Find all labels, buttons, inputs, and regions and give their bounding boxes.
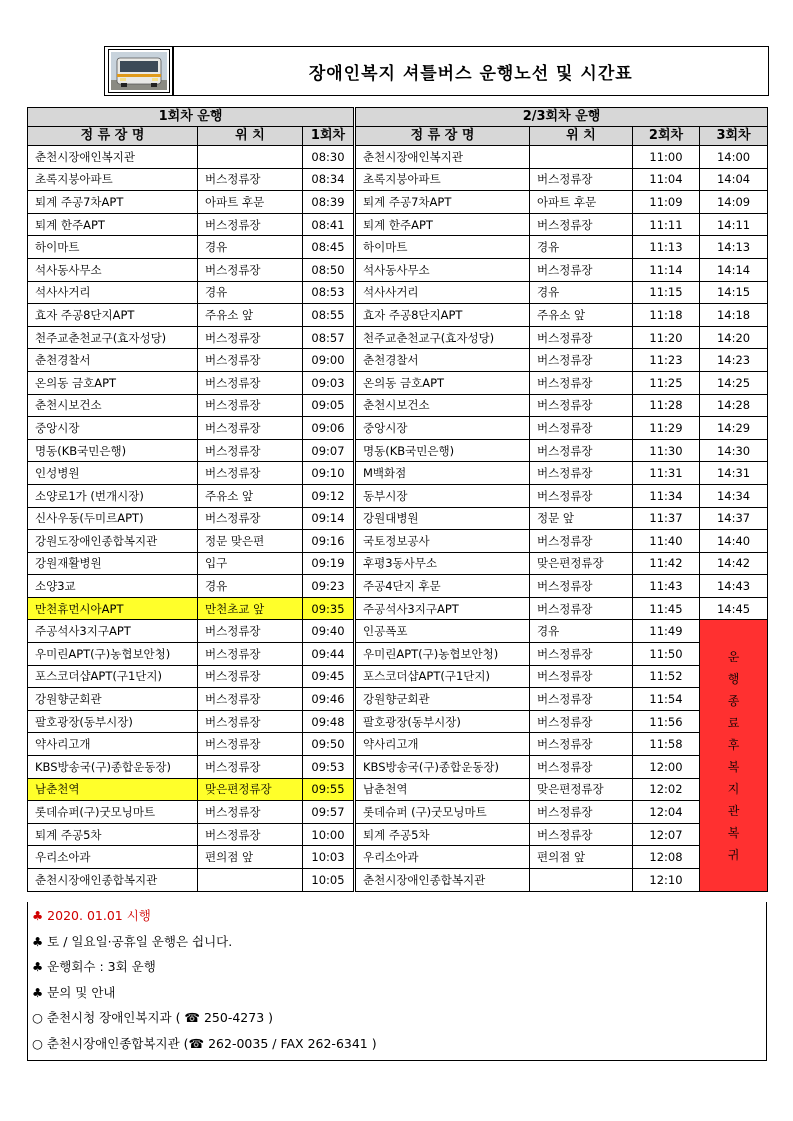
table-row: [28, 620, 768, 643]
left-stop-location: 버스정류장: [198, 213, 303, 236]
right-stop-location: 버스정류장: [530, 575, 633, 598]
table-row: [28, 258, 768, 281]
left-stop-location: 버스정류장: [198, 417, 303, 440]
round3-time: 14:31: [700, 462, 768, 485]
right-stop-location: 버스정류장: [530, 439, 633, 462]
round3-time: 14:40: [700, 530, 768, 553]
left-stop-name: 포스코더샵APT(구1단지): [28, 665, 198, 688]
service-end-note: 운행종료후복지관복귀: [727, 649, 740, 862]
round1-time: 10:03: [303, 846, 355, 869]
round1-time: 09:35: [303, 597, 355, 620]
round1-time: 09:57: [303, 801, 355, 824]
table-row: [28, 191, 768, 214]
note-text: ♣ 2020. 01.01 시행: [32, 908, 151, 923]
right-stop-location: 버스정류장: [530, 530, 633, 553]
left-stop-location: 버스정류장: [198, 439, 303, 462]
round3-time: 14:04: [700, 168, 768, 191]
round1-time: 08:41: [303, 213, 355, 236]
table-row: [28, 643, 768, 666]
left-stop-location: 버스정류장: [198, 258, 303, 281]
left-stop-location: 버스정류장: [198, 462, 303, 485]
table-row: [28, 530, 768, 553]
table-row: [28, 801, 768, 824]
round2-time: 11:56: [633, 710, 700, 733]
left-stop-location: 주유소 앞: [198, 484, 303, 507]
round2-time: 11:52: [633, 665, 700, 688]
round1-time: 09:45: [303, 665, 355, 688]
right-stop-location: 버스정류장: [530, 462, 633, 485]
round2-time: 11:25: [633, 371, 700, 394]
table-row: [28, 846, 768, 869]
right-stop-location: 버스정류장: [530, 349, 633, 372]
round1-time: 08:39: [303, 191, 355, 214]
left-stop-location: 맞은편정류장: [198, 778, 303, 801]
left-stop-name: 소양로1가 (번개시장): [28, 484, 198, 507]
left-stop-name: 춘천시보건소: [28, 394, 198, 417]
table-row: [28, 688, 768, 711]
left-stop-name: 석사사거리: [28, 281, 198, 304]
left-stop-name: 춘천경찰서: [28, 349, 198, 372]
table-row: [28, 575, 768, 598]
right-stop-location: 버스정류장: [530, 733, 633, 756]
round2-time: 11:15: [633, 281, 700, 304]
right-stop-location: 버스정류장: [530, 213, 633, 236]
round1-time: 09:16: [303, 530, 355, 553]
right-stop-location: 편의점 앞: [530, 846, 633, 869]
right-stop-name: 천주교춘천교구(효자성당): [355, 326, 530, 349]
round3-time: 14:30: [700, 439, 768, 462]
right-stop-name: 춘천경찰서: [355, 349, 530, 372]
round1-time: 09:19: [303, 552, 355, 575]
left-stop-name: 강원도장애인종합복지관: [28, 530, 198, 553]
right-stop-name: M백화점: [355, 462, 530, 485]
table-row: [28, 394, 768, 417]
table-row: [28, 326, 768, 349]
left-stop-location: 버스정류장: [198, 326, 303, 349]
round1-time: 09:53: [303, 756, 355, 779]
left-stop-name: 퇴계 주공5차: [28, 823, 198, 846]
round2-time: 11:23: [633, 349, 700, 372]
column-header-row: [28, 127, 768, 146]
right-stop-location: 경유: [530, 236, 633, 259]
left-stop-name: 퇴계 한주APT: [28, 213, 198, 236]
left-stop-name: 하이마트: [28, 236, 198, 259]
right-stop-name: 팔호광장(동부시장): [355, 710, 530, 733]
left-stop-location: 편의점 앞: [198, 846, 303, 869]
table-row: [28, 484, 768, 507]
page-title: 장애인복지 셔틀버스 운행노선 및 시간표: [308, 63, 633, 84]
left-stop-name: 초록지붕아파트: [28, 168, 198, 191]
right-stop-name: 온의동 금호APT: [355, 371, 530, 394]
table-row: [28, 146, 768, 169]
right-stop-name: 석사사거리: [355, 281, 530, 304]
round1-time: 09:10: [303, 462, 355, 485]
round3-time: 14:28: [700, 394, 768, 417]
right-stop-name: 퇴계 주공5차: [355, 823, 530, 846]
round3-time: 14:14: [700, 258, 768, 281]
service-end-block: [700, 620, 768, 891]
right-stop-name: 롯데슈퍼 (구)굿모닝마트: [355, 801, 530, 824]
round3-time: 14:25: [700, 371, 768, 394]
left-stop-location: 버스정류장: [198, 801, 303, 824]
round2-time: 11:49: [633, 620, 700, 643]
table-row: [28, 304, 768, 327]
left-stop-location: 만천초교 앞: [198, 597, 303, 620]
round2-time: 11:13: [633, 236, 700, 259]
right-stop-name: 하이마트: [355, 236, 530, 259]
right-stop-name: 춘천시보건소: [355, 394, 530, 417]
round3-time: 14:34: [700, 484, 768, 507]
round2-time: 11:30: [633, 439, 700, 462]
left-stop-name: 춘천시장애인복지관: [28, 146, 198, 169]
right-stop-name: 주공4단지 후문: [355, 575, 530, 598]
round3-header: 3회차: [700, 127, 768, 146]
right-stop-header: 정 류 장 명: [355, 127, 530, 146]
left-stop-name: 효자 주공8단지APT: [28, 304, 198, 327]
left-stop-header: 정 류 장 명: [28, 127, 198, 146]
right-stop-location: 버스정류장: [530, 371, 633, 394]
round2-header: 2회차: [633, 127, 700, 146]
round2-time: 11:50: [633, 643, 700, 666]
note-line: [32, 980, 766, 1006]
right-stop-name: 강원대병원: [355, 507, 530, 530]
table-row: [28, 756, 768, 779]
round2-time: 11:34: [633, 484, 700, 507]
round3-time: 14:18: [700, 304, 768, 327]
right-stop-name: 약사리고개: [355, 733, 530, 756]
right-stop-location: 맞은편정류장: [530, 778, 633, 801]
table-row: [28, 236, 768, 259]
left-stop-location: 버스정류장: [198, 643, 303, 666]
round1-time: 09:07: [303, 439, 355, 462]
right-group-header: 2/3회차 운행: [355, 108, 768, 127]
title-box: [104, 46, 769, 96]
note-text: ○ 춘천시장애인종합복지관 (☎ 262-0035 / FAX 262-6341 ): [32, 1035, 377, 1051]
right-stop-name: 강원향군회관: [355, 688, 530, 711]
round2-time: 12:08: [633, 846, 700, 869]
round2-time: 11:09: [633, 191, 700, 214]
round1-time: 09:12: [303, 484, 355, 507]
left-stop-location: 버스정류장: [198, 349, 303, 372]
right-stop-location: 버스정류장: [530, 258, 633, 281]
left-stop-location: 입구: [198, 552, 303, 575]
left-stop-location: 버스정류장: [198, 507, 303, 530]
table-row: [28, 597, 768, 620]
right-location-header: 위 치: [530, 127, 633, 146]
right-stop-location: 경유: [530, 620, 633, 643]
round3-time: 14:42: [700, 552, 768, 575]
round3-time: 14:00: [700, 146, 768, 169]
right-stop-location: 버스정류장: [530, 801, 633, 824]
left-stop-location: 버스정류장: [198, 688, 303, 711]
left-stop-location: 버스정류장: [198, 665, 303, 688]
round2-time: 11:58: [633, 733, 700, 756]
left-stop-name: 만천휴먼시아APT: [28, 597, 198, 620]
left-stop-name: 중앙시장: [28, 417, 198, 440]
table-row: [28, 417, 768, 440]
table-row: [28, 710, 768, 733]
left-stop-name: 남춘천역: [28, 778, 198, 801]
round2-time: 11:11: [633, 213, 700, 236]
right-stop-location: 버스정류장: [530, 168, 633, 191]
table-row: [28, 439, 768, 462]
round1-time: 09:40: [303, 620, 355, 643]
left-stop-location: 경유: [198, 575, 303, 598]
round3-time: 14:43: [700, 575, 768, 598]
left-stop-location: 버스정류장: [198, 394, 303, 417]
group-header-row: [28, 108, 768, 127]
table-row: [28, 733, 768, 756]
round3-time: 14:20: [700, 326, 768, 349]
right-stop-location: 버스정류장: [530, 597, 633, 620]
left-stop-name: 춘천시장애인종합복지관: [28, 869, 198, 892]
right-stop-name: 동부시장: [355, 484, 530, 507]
left-stop-location: 버스정류장: [198, 733, 303, 756]
round1-time: 09:00: [303, 349, 355, 372]
round2-time: 11:31: [633, 462, 700, 485]
round3-time: 14:11: [700, 213, 768, 236]
round1-time: 08:57: [303, 326, 355, 349]
left-stop-location: [198, 146, 303, 169]
round3-time: 14:37: [700, 507, 768, 530]
round2-time: 11:18: [633, 304, 700, 327]
right-stop-location: 버스정류장: [530, 688, 633, 711]
table-row: [28, 213, 768, 236]
right-stop-name: 초록지붕아파트: [355, 168, 530, 191]
note-line: [32, 1031, 766, 1057]
note-text: ♣ 문의 및 안내: [32, 984, 116, 1000]
right-stop-name: 퇴계 주공7차APT: [355, 191, 530, 214]
round1-time: 08:53: [303, 281, 355, 304]
right-stop-location: 경유: [530, 281, 633, 304]
notes-section: [27, 902, 767, 1061]
round2-time: 11:45: [633, 597, 700, 620]
right-stop-location: 버스정류장: [530, 484, 633, 507]
right-stop-location: [530, 869, 633, 892]
left-stop-name: 명동(KB국민은행): [28, 439, 198, 462]
round1-time: 09:55: [303, 778, 355, 801]
round1-time: 09:14: [303, 507, 355, 530]
right-stop-location: 버스정류장: [530, 643, 633, 666]
round1-time: 08:34: [303, 168, 355, 191]
right-stop-name: 우미린APT(구)농협보안청): [355, 643, 530, 666]
left-stop-location: 버스정류장: [198, 371, 303, 394]
right-stop-location: 버스정류장: [530, 710, 633, 733]
note-line: [32, 1005, 766, 1031]
table-row: [28, 371, 768, 394]
right-stop-location: 정문 앞: [530, 507, 633, 530]
table-row: [28, 778, 768, 801]
round2-time: 11:20: [633, 326, 700, 349]
right-stop-name: 명동(KB국민은행): [355, 439, 530, 462]
table-row: [28, 281, 768, 304]
table-row: [28, 168, 768, 191]
left-stop-name: 석사동사무소: [28, 258, 198, 281]
round1-time: 10:05: [303, 869, 355, 892]
round3-time: 14:15: [700, 281, 768, 304]
table-row: [28, 869, 768, 892]
left-stop-name: 주공석사3지구APT: [28, 620, 198, 643]
right-stop-name: KBS방송국(구)종합운동장): [355, 756, 530, 779]
round1-header: 1회차: [303, 127, 355, 146]
left-stop-location: 정문 맞은편: [198, 530, 303, 553]
round3-time: 14:13: [700, 236, 768, 259]
left-group-header: 1회차 운행: [28, 108, 355, 127]
right-stop-name: 후평3동사무소: [355, 552, 530, 575]
round1-time: 08:50: [303, 258, 355, 281]
right-stop-location: 아파트 후문: [530, 191, 633, 214]
round2-time: 11:29: [633, 417, 700, 440]
right-stop-name: 남춘천역: [355, 778, 530, 801]
left-stop-location: 아파트 후문: [198, 191, 303, 214]
right-stop-name: 중앙시장: [355, 417, 530, 440]
left-stop-name: 우미린APT(구)농협보안청): [28, 643, 198, 666]
note-line: [32, 954, 766, 980]
left-location-header: 위 치: [198, 127, 303, 146]
round1-time: 09:48: [303, 710, 355, 733]
table-row: [28, 552, 768, 575]
round1-time: 08:55: [303, 304, 355, 327]
left-stop-location: 버스정류장: [198, 710, 303, 733]
round1-time: 08:45: [303, 236, 355, 259]
round3-time: 14:45: [700, 597, 768, 620]
round2-time: 11:37: [633, 507, 700, 530]
table-row: [28, 823, 768, 846]
right-stop-name: 인공폭포: [355, 620, 530, 643]
left-stop-name: 퇴계 주공7차APT: [28, 191, 198, 214]
table-row: [28, 665, 768, 688]
left-stop-location: [198, 869, 303, 892]
right-stop-name: 주공석사3지구APT: [355, 597, 530, 620]
right-stop-location: 맞은편정류장: [530, 552, 633, 575]
note-line: [32, 929, 766, 955]
right-stop-location: 주유소 앞: [530, 304, 633, 327]
right-stop-location: 버스정류장: [530, 823, 633, 846]
left-stop-location: 경유: [198, 281, 303, 304]
round2-time: 12:10: [633, 869, 700, 892]
left-stop-name: 우리소아과: [28, 846, 198, 869]
note-text: ○ 춘천시청 장애인복지과 ( ☎ 250-4273 ): [32, 1010, 274, 1025]
right-stop-name: 포스코더샵APT(구1단지): [355, 665, 530, 688]
bus-photo-icon: [108, 49, 170, 93]
round1-time: 09:03: [303, 371, 355, 394]
round1-time: 09:50: [303, 733, 355, 756]
round2-time: 12:04: [633, 801, 700, 824]
round2-time: 11:00: [633, 146, 700, 169]
round1-time: 08:30: [303, 146, 355, 169]
round1-time: 09:44: [303, 643, 355, 666]
right-stop-location: 버스정류장: [530, 417, 633, 440]
round2-time: 11:54: [633, 688, 700, 711]
round2-time: 12:07: [633, 823, 700, 846]
round3-time: 14:23: [700, 349, 768, 372]
right-stop-name: 춘천시장애인종합복지관: [355, 869, 530, 892]
schedule-table: [27, 107, 768, 892]
right-stop-location: [530, 146, 633, 169]
right-stop-name: 효자 주공8단지APT: [355, 304, 530, 327]
right-stop-location: 버스정류장: [530, 326, 633, 349]
round2-time: 12:02: [633, 778, 700, 801]
left-stop-location: 버스정류장: [198, 823, 303, 846]
left-stop-name: 인성병원: [28, 462, 198, 485]
right-stop-name: 우리소아과: [355, 846, 530, 869]
round2-time: 11:14: [633, 258, 700, 281]
left-stop-location: 버스정류장: [198, 168, 303, 191]
round2-time: 11:40: [633, 530, 700, 553]
left-stop-name: 천주교춘천교구(효자성당): [28, 326, 198, 349]
round2-time: 11:43: [633, 575, 700, 598]
round1-time: 09:06: [303, 417, 355, 440]
right-stop-location: 버스정류장: [530, 665, 633, 688]
left-stop-name: 신사우동(두미르APT): [28, 507, 198, 530]
right-stop-location: 버스정류장: [530, 756, 633, 779]
left-stop-name: 온의동 금호APT: [28, 371, 198, 394]
round2-time: 11:42: [633, 552, 700, 575]
table-row: [28, 507, 768, 530]
left-stop-location: 버스정류장: [198, 620, 303, 643]
left-stop-name: 약사리고개: [28, 733, 198, 756]
left-stop-name: KBS방송국(구)종합운동장): [28, 756, 198, 779]
round1-time: 09:05: [303, 394, 355, 417]
round2-time: 11:28: [633, 394, 700, 417]
round3-time: 14:29: [700, 417, 768, 440]
left-stop-name: 팔호광장(동부시장): [28, 710, 198, 733]
note-text: ♣ 토 / 일요일·공휴일 운행은 쉽니다.: [32, 933, 233, 949]
right-stop-name: 춘천시장애인복지관: [355, 146, 530, 169]
left-stop-name: 강원향군회관: [28, 688, 198, 711]
round3-time: 14:09: [700, 191, 768, 214]
right-stop-name: 퇴계 한주APT: [355, 213, 530, 236]
left-stop-location: 주유소 앞: [198, 304, 303, 327]
left-stop-location: 버스정류장: [198, 756, 303, 779]
table-row: [28, 462, 768, 485]
left-stop-location: 경유: [198, 236, 303, 259]
left-stop-name: 강원재활병원: [28, 552, 198, 575]
round2-time: 11:04: [633, 168, 700, 191]
left-stop-name: 소양3교: [28, 575, 198, 598]
right-stop-name: 국토정보공사: [355, 530, 530, 553]
right-stop-name: 석사동사무소: [355, 258, 530, 281]
round2-time: 12:00: [633, 756, 700, 779]
round1-time: 10:00: [303, 823, 355, 846]
table-row: [28, 349, 768, 372]
right-stop-location: 버스정류장: [530, 394, 633, 417]
left-stop-name: 롯데슈퍼(구)굿모닝마트: [28, 801, 198, 824]
round1-time: 09:23: [303, 575, 355, 598]
note-text: ♣ 운행회수 : 3회 운행: [32, 959, 156, 974]
note-line: [32, 903, 766, 929]
round1-time: 09:46: [303, 688, 355, 711]
